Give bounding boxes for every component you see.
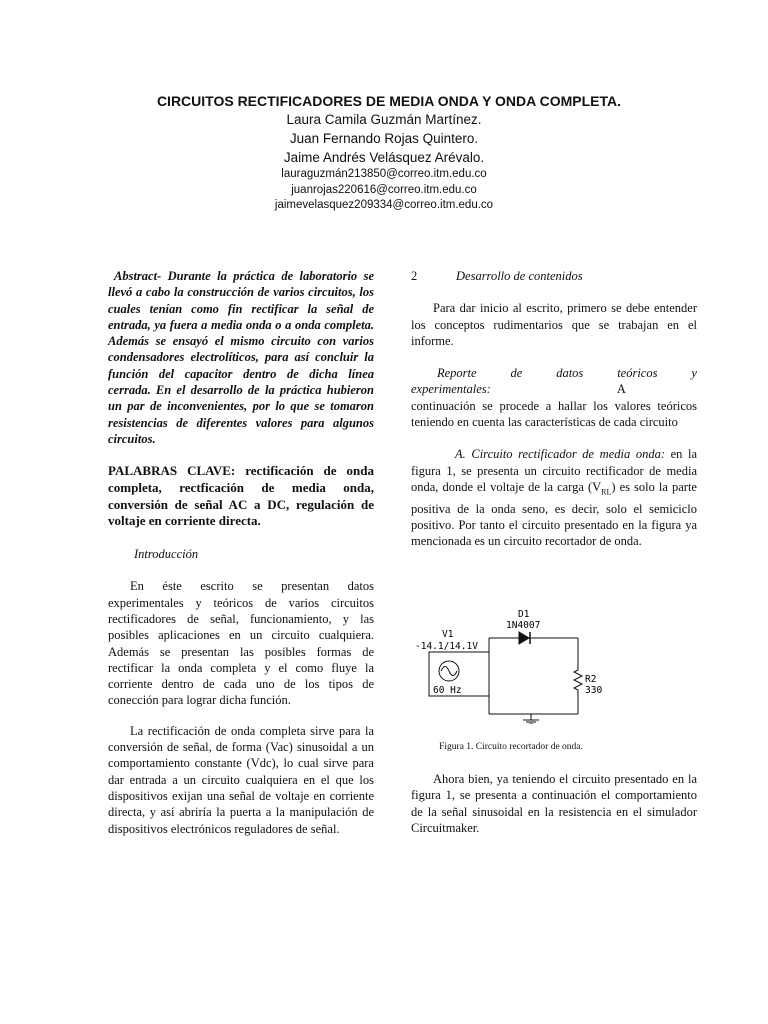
section-title: Desarrollo de contenidos (456, 269, 583, 283)
circuit-text-a: en la figura 1, se presenta un circuito rectificador de media onda, donde el voltaje de la carga (V (411, 447, 697, 494)
report-word: de (510, 366, 523, 381)
circuit-subscript: RL (601, 487, 612, 497)
after-figure-block (411, 771, 697, 836)
section-paragraph-1: Para dar inicio al escrito, primero se debe entender los conceptos rudimentarios que se trabajan en el informe. (411, 301, 697, 348)
source-frequency: 60 Hz (433, 685, 462, 696)
resistor-value: 330 (585, 685, 603, 696)
report-heading-line-2 (411, 381, 697, 397)
intro-paragraph-2: La rectificación de onda completa sirve para la conversión de señal, de forma (Vac) sinusoidal a un comportamiento constante (Vdc), lo cual sirve para dar entrada a un circuito cualquiera en el que los dispositivos exijan una señal de voltaje en corriente directa, y así abriría la puerta a la manipulación de dispositivos electrónicos reguladores de señal. (108, 723, 374, 836)
keywords: PALABRAS CLAVE: rectificación de onda completa, rectficación de media onda, conversión de señal AC a DC, regulación de voltaje en corriente directa. (108, 463, 374, 529)
source-value: -14.1/14.1V (415, 641, 478, 652)
email-3: jaimevelasquez209334@correo.itm.edu.co (274, 199, 494, 211)
report-a: A (616, 382, 626, 397)
diode-symbol (519, 632, 529, 644)
section-number: 2 (411, 269, 418, 283)
diode-label: D1 (518, 609, 530, 620)
email-1: lauraguzmán213850@correo.itm.edu.co (281, 168, 487, 180)
circuit-paragraph (411, 446, 697, 549)
diode-value: 1N4007 (506, 620, 541, 631)
author-1: Laura Camila Guzmán Martínez. (286, 112, 482, 127)
paper-header (0, 92, 768, 214)
report-heading-line (411, 365, 697, 381)
left-column (108, 268, 374, 837)
right-column (411, 268, 697, 550)
sine-icon (441, 667, 457, 676)
email-2: juanrojas220616@correo.itm.edu.co (291, 183, 477, 196)
figure-caption: Figura 1. Circuito recortador de onda. (439, 742, 583, 752)
report-paragraph: continuación se procede a hallar los valores teóricos teniendo en cuenta las características de cada circuito (411, 398, 697, 430)
circuit-subheading: A. Circuito rectificador de media onda: (455, 447, 665, 462)
section-heading (411, 268, 697, 284)
circuit-text-b: ) es solo la parte positiva de la onda seno, es decir, solo el semiciclo positivo. Por tanto el circuito presentado en la figura ya mencionada es un circuito recortador de onda. (411, 479, 697, 549)
author-3: Jaime Andrés Velásquez Arévalo. (283, 150, 485, 165)
resistor-symbol (574, 670, 582, 690)
paper-title: CIRCUITOS RECTIFICADORES DE MEDIA ONDA Y ONDA COMPLETA. (156, 93, 622, 109)
intro-paragraph-1: En éste escrito se presentan datos experimentales y teóricos de varios circuitos rectificadores de señal, funcionamiento, y las posibles aplicaciones en un circuito cualquiera. Además se presentan las posibles formas de rectificar la onda completa y el como fluye la corriente dentro de cada uno de los tipos de conección para lograr dicha función. (108, 579, 374, 708)
report-word: teóricos (617, 366, 658, 381)
circuit-diagram (411, 604, 611, 724)
report-word: Reporte (437, 366, 477, 381)
intro-heading: Introducción (134, 547, 199, 562)
after-figure-paragraph: Ahora bien, ya teniendo el circuito presentado en la figura 1, se presenta a continuación el comportamiento de la señal sinusoidal en la resistencia en el simulador Circuitmaker. (411, 772, 697, 835)
report-word: y (691, 366, 697, 381)
circuit-figure (411, 604, 611, 724)
resistor-label: R2 (585, 674, 597, 685)
abstract: Abstract- Durante la práctica de laboratorio se llevó a cabo la construcción de varios circuitos, los cuales tenían como fin rectificar la señal de entrada, ya fuera a media onda o a onda completa. Además se ensayó el mismo circuito con varios condensadores electrolíticos, para así concluir la función del capacitor dentro de dicha línea cerrada. En el desarrollo de la práctica hubieron un par de inconvenientes, por lo que se tomaron resistencias de diferentes valores para algunos circuitos. (108, 269, 374, 446)
report-word: datos (556, 366, 584, 381)
source-label: V1 (442, 629, 454, 640)
author-2: Juan Fernando Rojas Quintero. (289, 131, 479, 146)
report-subheading: experimentales: (411, 382, 491, 397)
